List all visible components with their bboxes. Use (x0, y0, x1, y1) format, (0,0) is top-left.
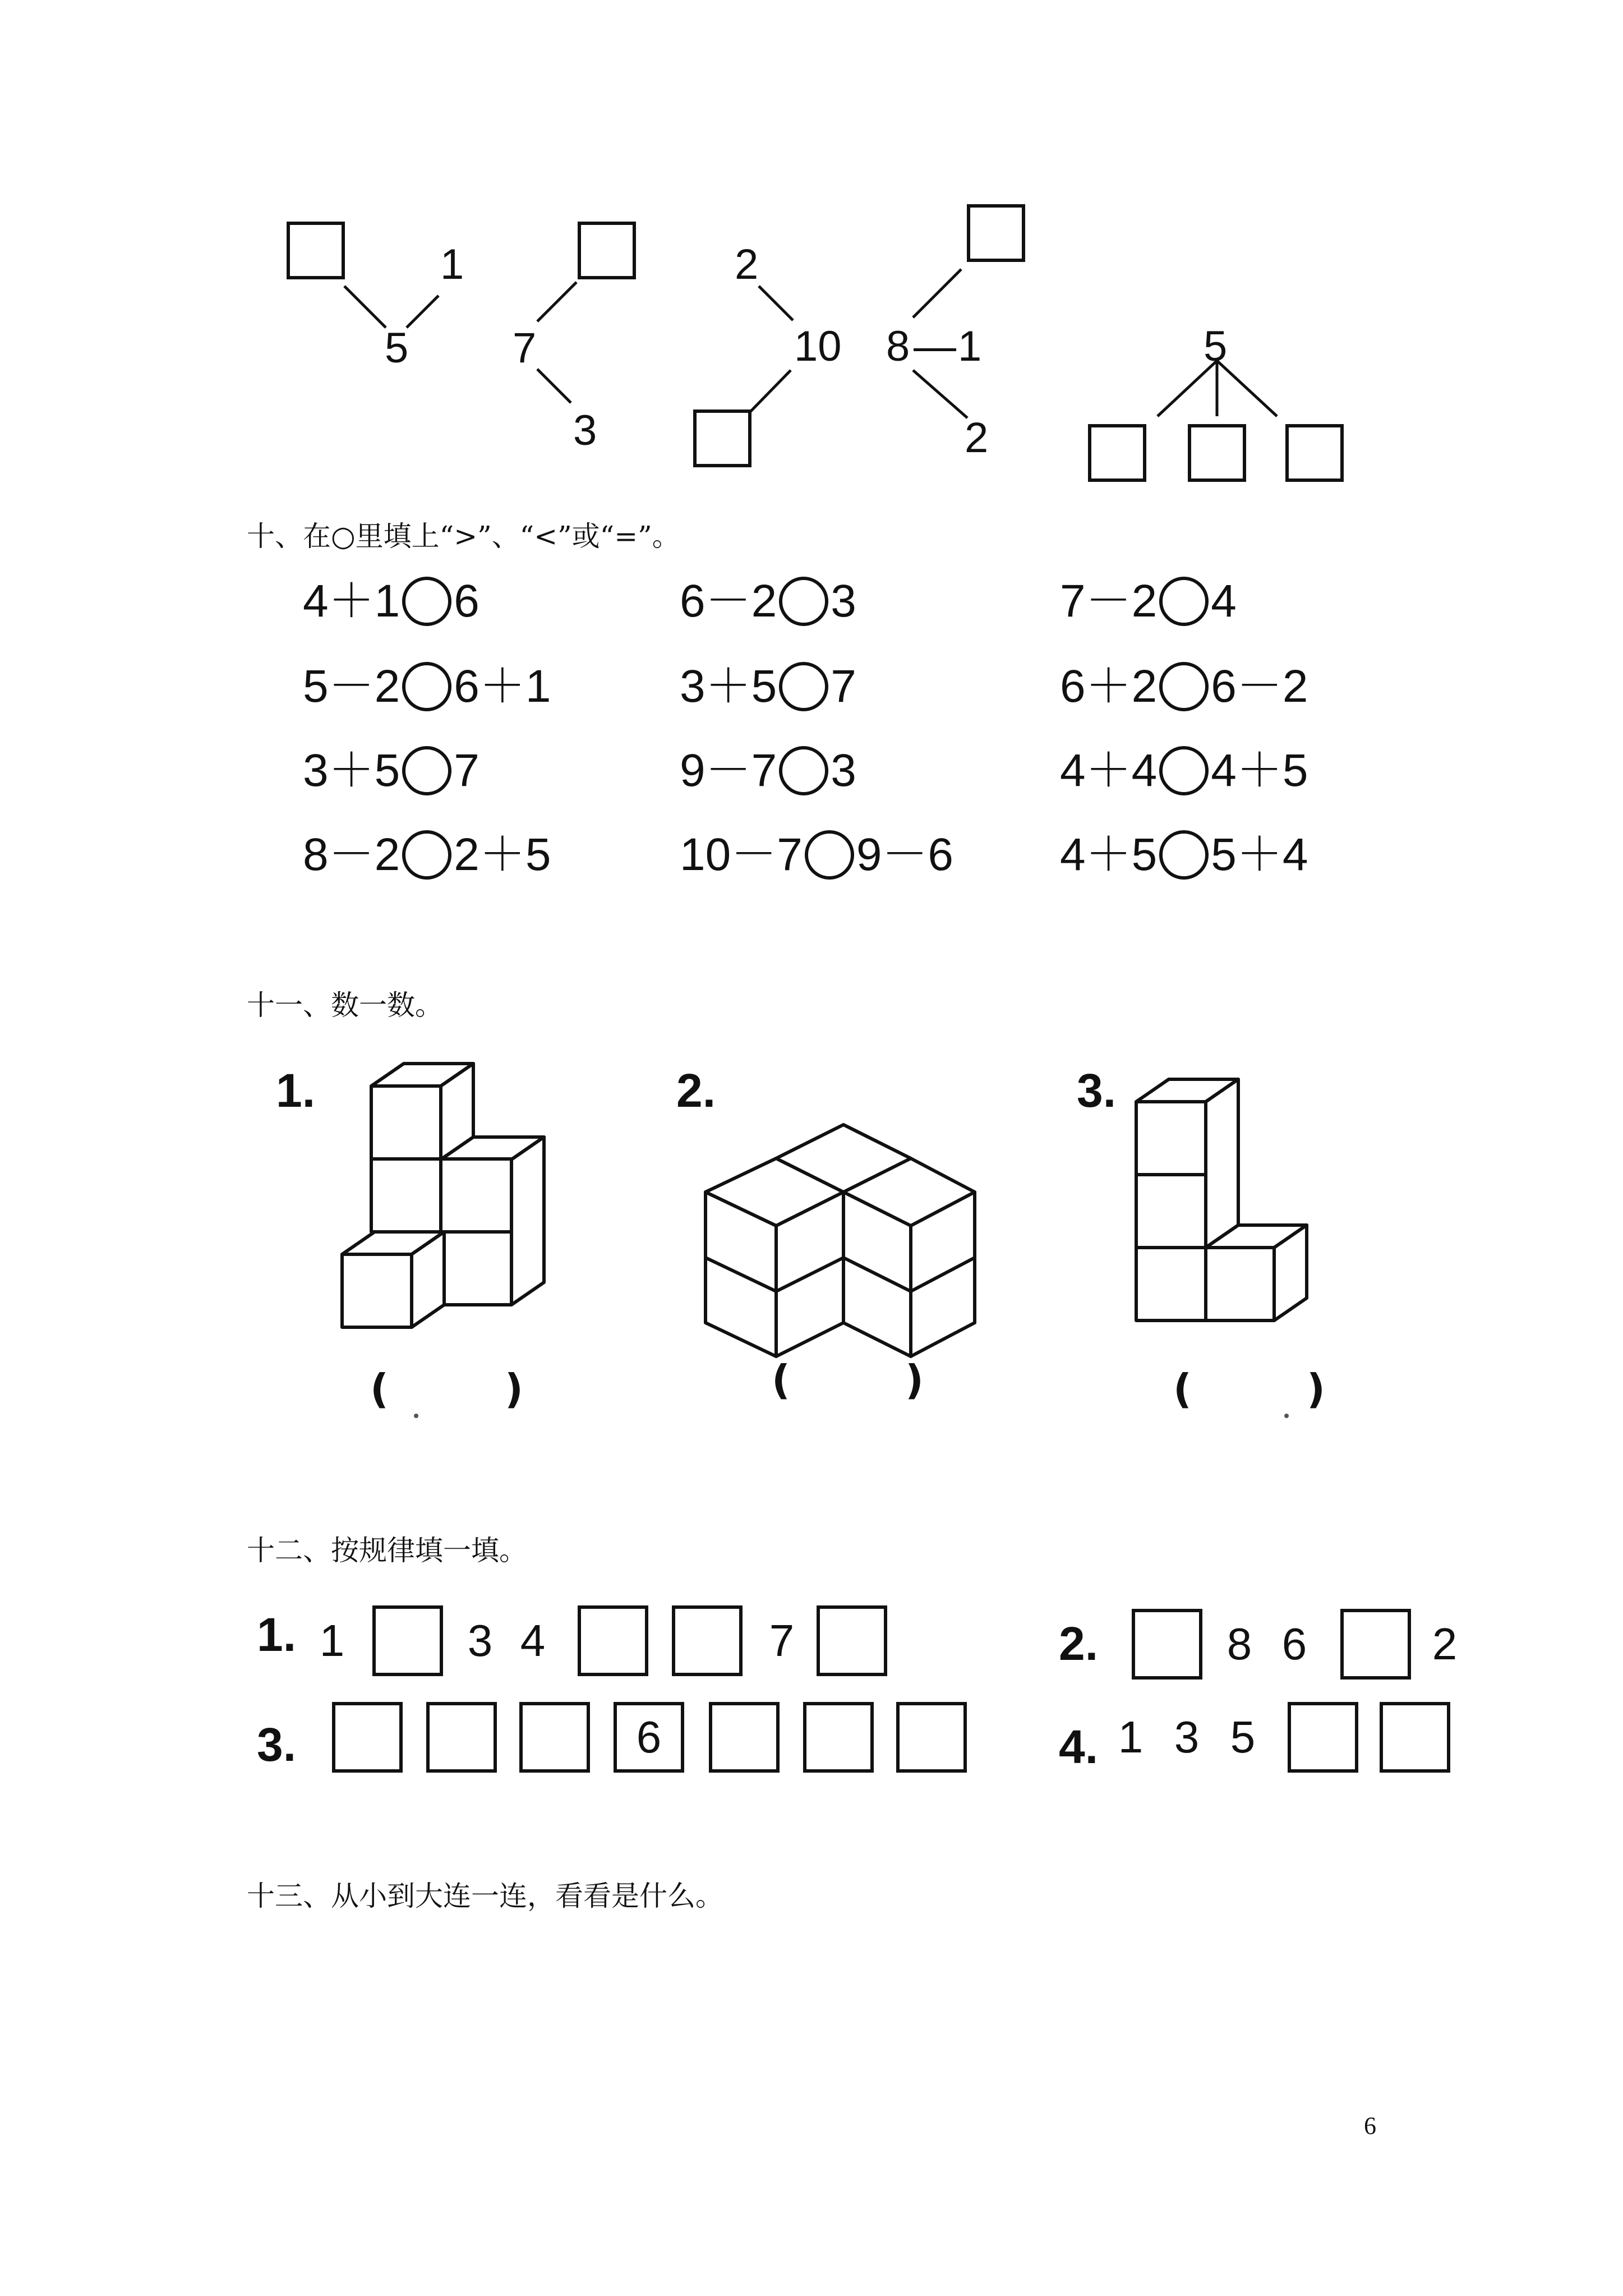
compare-right: 3 (831, 576, 856, 627)
answer-paren-close-2: ) (905, 1356, 924, 1404)
seq3-box[interactable] (709, 1702, 780, 1773)
answer-paren-open-1: ( (370, 1365, 389, 1412)
compare-right: 3 (831, 745, 856, 796)
section13-heading: 十三、从小到大连一连，看看是什么。 (247, 1880, 723, 1912)
seq1-label: 1. (257, 1608, 297, 1661)
compare-left: 10－7 (680, 829, 803, 880)
seq4-number: 1 (1118, 1712, 1144, 1762)
compare-right: 5＋4 (1211, 829, 1308, 880)
decompose-g3-top: 2 (735, 241, 759, 288)
seq1-number: 7 (769, 1616, 795, 1665)
section10-heading: 十、在○里填上“>”、“<”或“=”。 (247, 520, 680, 553)
decompose-g4-bottom: 2 (965, 414, 989, 462)
seq3-box[interactable] (426, 1702, 497, 1773)
seq1-number: 3 (467, 1616, 493, 1665)
seq1-box[interactable] (578, 1605, 648, 1676)
seq2-number: 8 (1227, 1619, 1252, 1669)
seq3-box[interactable] (519, 1702, 590, 1773)
answer-paren-close-1: ) (505, 1365, 523, 1412)
compare-left: 4＋5 (1060, 829, 1158, 880)
answer-paren-open-2: ( (772, 1356, 790, 1404)
page-number: 6 (1364, 2112, 1376, 2139)
seq3-box[interactable] (896, 1702, 967, 1773)
seq3-box[interactable] (803, 1702, 874, 1773)
compare-right: 4 (1211, 576, 1237, 627)
decompose-g2-bottom: 3 (573, 407, 597, 454)
cube-figure-1 (342, 1064, 544, 1327)
compare-right: 9－6 (856, 829, 954, 880)
compare-left: 7－2 (1060, 576, 1158, 627)
compare-right: 4＋5 (1211, 745, 1308, 796)
decompose-g1-right: 1 (440, 241, 464, 288)
decompose-g2-left: 7 (513, 324, 537, 372)
cube-figure-3 (1136, 1079, 1307, 1320)
seq1-box[interactable] (672, 1605, 743, 1676)
compare-right: 7 (831, 661, 856, 712)
section11-heading: 十一、数一数。 (247, 989, 443, 1022)
compare-left: 8－2 (303, 829, 400, 880)
answer-paren-close-3: ) (1307, 1365, 1325, 1412)
compare-left: 4＋1 (303, 576, 400, 627)
seq2-box[interactable] (1340, 1609, 1411, 1680)
section12-heading: 十二、按规律填一填。 (247, 1534, 527, 1567)
compare-right: 6＋1 (454, 661, 551, 712)
cube-figure-2 (706, 1125, 975, 1356)
seq3-box: 6 (614, 1702, 684, 1773)
seq1-box[interactable] (372, 1605, 443, 1676)
seq3-label: 3. (257, 1718, 297, 1771)
compare-left: 5－2 (303, 661, 400, 712)
seq4-label: 4. (1059, 1720, 1099, 1773)
seq4-number: 3 (1174, 1712, 1200, 1762)
decompose-g3-base: 10 (794, 323, 842, 370)
seq3-box[interactable] (332, 1702, 403, 1773)
seq1-box[interactable] (817, 1605, 887, 1676)
compare-left: 9－7 (680, 745, 777, 796)
compare-right: 6－2 (1211, 661, 1308, 712)
seq4-box[interactable] (1380, 1702, 1450, 1773)
seq2-label: 2. (1059, 1617, 1099, 1670)
decompose-g5-top: 5 (1204, 323, 1228, 370)
seq4-number: 5 (1230, 1712, 1256, 1762)
compare-right: 7 (454, 745, 479, 796)
answer-paren-open-3: ( (1173, 1365, 1192, 1412)
decompose-g4-base: 8 (886, 323, 910, 370)
seq2-number: 6 (1281, 1619, 1307, 1669)
speck (1284, 1414, 1289, 1418)
seq2-box[interactable] (1132, 1609, 1202, 1680)
seq2-number: 2 (1432, 1619, 1458, 1669)
cube-label-1: 1. (276, 1064, 316, 1117)
seq1-number: 1 (319, 1616, 345, 1665)
compare-left: 6－2 (680, 576, 777, 627)
cube-label-3: 3. (1077, 1064, 1117, 1117)
compare-left: 6＋2 (1060, 661, 1158, 712)
compare-right: 2＋5 (454, 829, 551, 880)
cube-label-2: 2. (676, 1064, 716, 1117)
compare-left: 3＋5 (680, 661, 777, 712)
decompose-g4-right: 1 (958, 323, 982, 370)
seq4-box[interactable] (1288, 1702, 1358, 1773)
decompose-g4-dash: — (914, 323, 956, 370)
speck (414, 1414, 418, 1418)
compare-left: 3＋5 (303, 745, 400, 796)
seq1-number: 4 (520, 1616, 546, 1665)
compare-left: 4＋4 (1060, 745, 1158, 796)
compare-right: 6 (454, 576, 479, 627)
decompose-g1-base: 5 (385, 324, 409, 372)
